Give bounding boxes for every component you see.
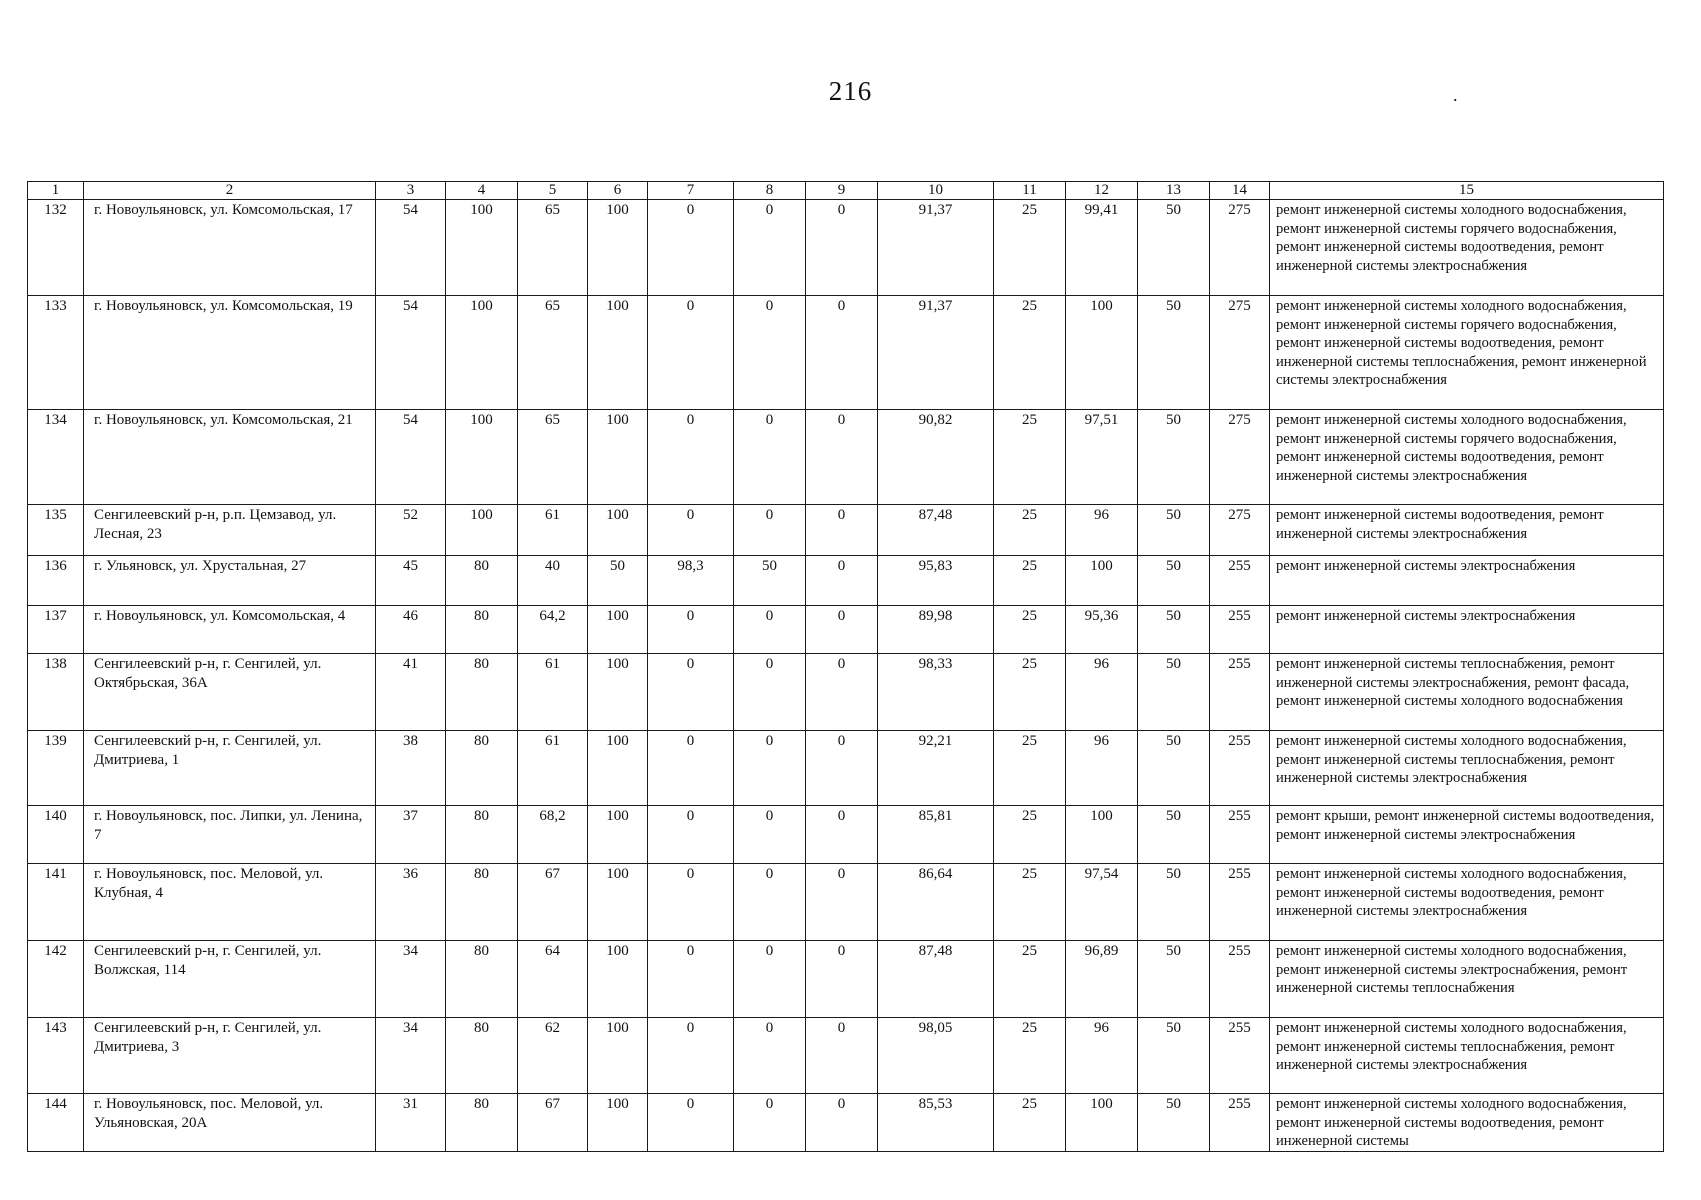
column-header-10: 10 — [878, 182, 994, 200]
cell-row-number: 133 — [28, 296, 84, 410]
cell-col-13: 50 — [1138, 200, 1210, 296]
cell-col-7: 0 — [648, 731, 734, 806]
table-row — [28, 654, 1664, 731]
cell-col-6: 100 — [588, 410, 648, 505]
cell-col-4: 80 — [446, 556, 518, 606]
cell-col-4: 100 — [446, 296, 518, 410]
cell-col-12: 99,41 — [1066, 200, 1138, 296]
cell-col-11: 25 — [994, 1094, 1066, 1152]
table-row — [28, 731, 1664, 806]
column-header-14: 14 — [1210, 182, 1270, 200]
cell-col-10: 95,83 — [878, 556, 994, 606]
page-number: 216 — [828, 76, 873, 106]
cell-col-13: 50 — [1138, 941, 1210, 1018]
column-header-1: 1 — [28, 182, 84, 200]
cell-row-number: 132 — [28, 200, 84, 296]
cell-col-5: 67 — [518, 1094, 588, 1152]
cell-col-13: 50 — [1138, 731, 1210, 806]
column-header-9: 9 — [806, 182, 878, 200]
cell-col-14: 255 — [1210, 864, 1270, 941]
cell-col-4: 80 — [446, 941, 518, 1018]
table-row — [28, 941, 1664, 1018]
table-row — [28, 505, 1664, 556]
cell-col-9: 0 — [806, 606, 878, 654]
cell-col-7: 0 — [648, 654, 734, 731]
cell-col-12: 97,51 — [1066, 410, 1138, 505]
cell-row-number: 138 — [28, 654, 84, 731]
cell-col-11: 25 — [994, 200, 1066, 296]
cell-col-7: 0 — [648, 864, 734, 941]
cell-col-7: 0 — [648, 410, 734, 505]
cell-col-8: 0 — [734, 410, 806, 505]
cell-col-11: 25 — [994, 1018, 1066, 1094]
table-row — [28, 556, 1664, 606]
cell-col-3: 46 — [376, 606, 446, 654]
table-row — [28, 806, 1664, 864]
cell-col-14: 255 — [1210, 654, 1270, 731]
cell-col-6: 100 — [588, 1094, 648, 1152]
column-header-11: 11 — [994, 182, 1066, 200]
cell-col-6: 100 — [588, 1018, 648, 1094]
cell-col-5: 65 — [518, 410, 588, 505]
column-header-7: 7 — [648, 182, 734, 200]
cell-repair-works: ремонт инженерной системы холодного водоснабжения, ремонт инженерной системы теплоснабжения, ремонт инженерной системы электроснабжения — [1270, 731, 1664, 806]
cell-col-8: 0 — [734, 606, 806, 654]
cell-col-8: 0 — [734, 1018, 806, 1094]
table-row — [28, 410, 1664, 505]
cell-col-14: 255 — [1210, 1018, 1270, 1094]
cell-address: г. Новоульяновск, пос. Меловой, ул. Ульяновская, 20А — [84, 1094, 376, 1152]
cell-col-10: 87,48 — [878, 505, 994, 556]
cell-col-8: 0 — [734, 296, 806, 410]
cell-col-6: 100 — [588, 606, 648, 654]
cell-repair-works: ремонт инженерной системы холодного водоснабжения, ремонт инженерной системы электроснабжения, ремонт инженерной системы теплоснабжения — [1270, 941, 1664, 1018]
cell-col-4: 100 — [446, 200, 518, 296]
cell-col-13: 50 — [1138, 654, 1210, 731]
table-row — [28, 296, 1664, 410]
cell-col-6: 100 — [588, 296, 648, 410]
cell-col-14: 255 — [1210, 556, 1270, 606]
cell-col-6: 100 — [588, 505, 648, 556]
cell-col-9: 0 — [806, 1018, 878, 1094]
cell-col-10: 98,05 — [878, 1018, 994, 1094]
cell-col-14: 255 — [1210, 806, 1270, 864]
cell-col-7: 0 — [648, 1018, 734, 1094]
cell-col-8: 50 — [734, 556, 806, 606]
cell-col-10: 85,53 — [878, 1094, 994, 1152]
cell-col-9: 0 — [806, 864, 878, 941]
cell-col-9: 0 — [806, 410, 878, 505]
cell-col-12: 97,54 — [1066, 864, 1138, 941]
cell-col-9: 0 — [806, 200, 878, 296]
column-header-3: 3 — [376, 182, 446, 200]
cell-col-8: 0 — [734, 941, 806, 1018]
cell-col-8: 0 — [734, 864, 806, 941]
cell-col-3: 54 — [376, 410, 446, 505]
cell-col-11: 25 — [994, 410, 1066, 505]
cell-col-12: 100 — [1066, 806, 1138, 864]
table-row — [28, 200, 1664, 296]
cell-col-5: 62 — [518, 1018, 588, 1094]
cell-col-12: 96 — [1066, 731, 1138, 806]
cell-col-5: 61 — [518, 654, 588, 731]
cell-col-5: 61 — [518, 505, 588, 556]
cell-repair-works: ремонт инженерной системы теплоснабжения, ремонт инженерной системы электроснабжения, ремонт фасада, ремонт инженерной системы холодного водоснабжения — [1270, 654, 1664, 731]
cell-col-11: 25 — [994, 296, 1066, 410]
cell-col-12: 96 — [1066, 505, 1138, 556]
cell-col-8: 0 — [734, 806, 806, 864]
table-row — [28, 864, 1664, 941]
cell-col-7: 0 — [648, 296, 734, 410]
header-row — [28, 182, 1664, 200]
cell-col-9: 0 — [806, 654, 878, 731]
cell-col-13: 50 — [1138, 410, 1210, 505]
cell-col-14: 255 — [1210, 1094, 1270, 1152]
cell-col-7: 0 — [648, 1094, 734, 1152]
registry-table — [27, 181, 1664, 1152]
cell-col-4: 100 — [446, 410, 518, 505]
table-row — [28, 1094, 1664, 1152]
cell-row-number: 139 — [28, 731, 84, 806]
cell-col-6: 100 — [588, 806, 648, 864]
cell-col-4: 100 — [446, 505, 518, 556]
cell-col-3: 45 — [376, 556, 446, 606]
cell-repair-works: ремонт инженерной системы холодного водоснабжения, ремонт инженерной системы горячего водоснабжения, ремонт инженерной системы водоотведения, ремонт инженерной системы теплоснабжения, ремонт инженерной системы электроснабжения — [1270, 296, 1664, 410]
cell-col-6: 100 — [588, 731, 648, 806]
cell-address: г. Новоульяновск, ул. Комсомольская, 19 — [84, 296, 376, 410]
cell-address: Сенгилеевский р-н, г. Сенгилей, ул. Волжская, 114 — [84, 941, 376, 1018]
cell-col-4: 80 — [446, 731, 518, 806]
cell-col-9: 0 — [806, 1094, 878, 1152]
cell-col-9: 0 — [806, 556, 878, 606]
cell-col-14: 255 — [1210, 731, 1270, 806]
cell-col-13: 50 — [1138, 1018, 1210, 1094]
column-header-15: 15 — [1270, 182, 1664, 200]
cell-col-10: 86,64 — [878, 864, 994, 941]
cell-col-6: 100 — [588, 654, 648, 731]
cell-col-8: 0 — [734, 731, 806, 806]
cell-address: Сенгилеевский р-н, р.п. Цемзавод, ул. Лесная, 23 — [84, 505, 376, 556]
cell-col-11: 25 — [994, 731, 1066, 806]
cell-col-7: 0 — [648, 806, 734, 864]
cell-address: г. Новоульяновск, пос. Меловой, ул. Клубная, 4 — [84, 864, 376, 941]
column-header-4: 4 — [446, 182, 518, 200]
cell-col-4: 80 — [446, 1094, 518, 1152]
table-row — [28, 606, 1664, 654]
cell-col-10: 91,37 — [878, 296, 994, 410]
cell-col-3: 34 — [376, 941, 446, 1018]
cell-col-9: 0 — [806, 731, 878, 806]
cell-col-13: 50 — [1138, 556, 1210, 606]
cell-address: г. Новоульяновск, ул. Комсомольская, 17 — [84, 200, 376, 296]
cell-col-14: 275 — [1210, 200, 1270, 296]
cell-col-14: 275 — [1210, 296, 1270, 410]
cell-col-9: 0 — [806, 941, 878, 1018]
cell-col-11: 25 — [994, 941, 1066, 1018]
cell-col-14: 275 — [1210, 505, 1270, 556]
cell-repair-works: ремонт инженерной системы холодного водоснабжения, ремонт инженерной системы водоотведения, ремонт инженерной системы электроснабжения — [1270, 864, 1664, 941]
cell-col-14: 255 — [1210, 606, 1270, 654]
cell-col-10: 91,37 — [878, 200, 994, 296]
cell-col-9: 0 — [806, 296, 878, 410]
cell-col-5: 67 — [518, 864, 588, 941]
cell-col-13: 50 — [1138, 606, 1210, 654]
cell-col-5: 65 — [518, 200, 588, 296]
cell-col-3: 54 — [376, 200, 446, 296]
cell-col-8: 0 — [734, 505, 806, 556]
cell-col-6: 100 — [588, 200, 648, 296]
cell-col-3: 34 — [376, 1018, 446, 1094]
cell-col-11: 25 — [994, 606, 1066, 654]
cell-row-number: 141 — [28, 864, 84, 941]
cell-col-4: 80 — [446, 1018, 518, 1094]
cell-col-11: 25 — [994, 806, 1066, 864]
cell-col-7: 0 — [648, 606, 734, 654]
cell-col-12: 96 — [1066, 1018, 1138, 1094]
cell-address: Сенгилеевский р-н, г. Сенгилей, ул. Октябрьская, 36А — [84, 654, 376, 731]
cell-repair-works: ремонт крыши, ремонт инженерной системы водоотведения, ремонт инженерной системы электроснабжения — [1270, 806, 1664, 864]
cell-col-4: 80 — [446, 606, 518, 654]
cell-address: г. Новоульяновск, ул. Комсомольская, 4 — [84, 606, 376, 654]
cell-col-10: 89,98 — [878, 606, 994, 654]
cell-row-number: 134 — [28, 410, 84, 505]
cell-col-11: 25 — [994, 864, 1066, 941]
cell-col-10: 90,82 — [878, 410, 994, 505]
cell-address: г. Ульяновск, ул. Хрустальная, 27 — [84, 556, 376, 606]
cell-col-5: 68,2 — [518, 806, 588, 864]
cell-col-8: 0 — [734, 1094, 806, 1152]
cell-col-12: 100 — [1066, 296, 1138, 410]
table-body — [28, 200, 1664, 1152]
cell-col-14: 255 — [1210, 941, 1270, 1018]
cell-col-5: 64 — [518, 941, 588, 1018]
cell-row-number: 137 — [28, 606, 84, 654]
cell-col-7: 0 — [648, 505, 734, 556]
cell-repair-works: ремонт инженерной системы водоотведения, ремонт инженерной системы электроснабжения — [1270, 505, 1664, 556]
cell-col-3: 36 — [376, 864, 446, 941]
cell-col-4: 80 — [446, 864, 518, 941]
cell-row-number: 135 — [28, 505, 84, 556]
cell-col-12: 96,89 — [1066, 941, 1138, 1018]
cell-col-9: 0 — [806, 505, 878, 556]
cell-col-3: 52 — [376, 505, 446, 556]
cell-row-number: 136 — [28, 556, 84, 606]
cell-col-12: 95,36 — [1066, 606, 1138, 654]
cell-row-number: 143 — [28, 1018, 84, 1094]
column-header-5: 5 — [518, 182, 588, 200]
cell-repair-works: ремонт инженерной системы холодного водоснабжения, ремонт инженерной системы водоотведения, ремонт инженерной системы — [1270, 1094, 1664, 1152]
cell-col-5: 40 — [518, 556, 588, 606]
stray-mark: . — [1453, 85, 1458, 105]
cell-col-6: 100 — [588, 864, 648, 941]
cell-col-6: 100 — [588, 941, 648, 1018]
cell-col-7: 98,3 — [648, 556, 734, 606]
cell-col-7: 0 — [648, 941, 734, 1018]
cell-row-number: 142 — [28, 941, 84, 1018]
cell-col-13: 50 — [1138, 1094, 1210, 1152]
cell-col-10: 87,48 — [878, 941, 994, 1018]
cell-address: г. Новоульяновск, пос. Липки, ул. Ленина, 7 — [84, 806, 376, 864]
cell-col-13: 50 — [1138, 864, 1210, 941]
cell-col-8: 0 — [734, 200, 806, 296]
cell-address: Сенгилеевский р-н, г. Сенгилей, ул. Дмитриева, 3 — [84, 1018, 376, 1094]
cell-col-13: 50 — [1138, 296, 1210, 410]
cell-address: Сенгилеевский р-н, г. Сенгилей, ул. Дмитриева, 1 — [84, 731, 376, 806]
cell-col-3: 38 — [376, 731, 446, 806]
column-header-2: 2 — [84, 182, 376, 200]
cell-row-number: 140 — [28, 806, 84, 864]
cell-col-4: 80 — [446, 806, 518, 864]
cell-col-11: 25 — [994, 654, 1066, 731]
cell-col-14: 275 — [1210, 410, 1270, 505]
cell-col-3: 31 — [376, 1094, 446, 1152]
cell-col-6: 50 — [588, 556, 648, 606]
column-header-13: 13 — [1138, 182, 1210, 200]
cell-repair-works: ремонт инженерной системы холодного водоснабжения, ремонт инженерной системы теплоснабжения, ремонт инженерной системы электроснабжения — [1270, 1018, 1664, 1094]
cell-col-10: 98,33 — [878, 654, 994, 731]
cell-col-13: 50 — [1138, 505, 1210, 556]
cell-col-11: 25 — [994, 556, 1066, 606]
cell-col-12: 96 — [1066, 654, 1138, 731]
cell-col-13: 50 — [1138, 806, 1210, 864]
cell-col-4: 80 — [446, 654, 518, 731]
cell-col-3: 54 — [376, 296, 446, 410]
cell-repair-works: ремонт инженерной системы электроснабжения — [1270, 556, 1664, 606]
cell-col-10: 92,21 — [878, 731, 994, 806]
cell-col-5: 61 — [518, 731, 588, 806]
cell-repair-works: ремонт инженерной системы холодного водоснабжения, ремонт инженерной системы горячего водоснабжения, ремонт инженерной системы водоотведения, ремонт инженерной системы электроснабжения — [1270, 410, 1664, 505]
cell-col-3: 41 — [376, 654, 446, 731]
cell-col-7: 0 — [648, 200, 734, 296]
cell-col-10: 85,81 — [878, 806, 994, 864]
column-header-8: 8 — [734, 182, 806, 200]
cell-repair-works: ремонт инженерной системы холодного водоснабжения, ремонт инженерной системы горячего водоснабжения, ремонт инженерной системы водоотведения, ремонт инженерной системы электроснабжения — [1270, 200, 1664, 296]
table-row — [28, 1018, 1664, 1094]
column-header-12: 12 — [1066, 182, 1138, 200]
cell-col-5: 64,2 — [518, 606, 588, 654]
cell-repair-works: ремонт инженерной системы электроснабжения — [1270, 606, 1664, 654]
cell-col-12: 100 — [1066, 556, 1138, 606]
cell-col-11: 25 — [994, 505, 1066, 556]
cell-col-12: 100 — [1066, 1094, 1138, 1152]
cell-col-3: 37 — [376, 806, 446, 864]
cell-row-number: 144 — [28, 1094, 84, 1152]
cell-address: г. Новоульяновск, ул. Комсомольская, 21 — [84, 410, 376, 505]
cell-col-9: 0 — [806, 806, 878, 864]
cell-col-8: 0 — [734, 654, 806, 731]
cell-col-5: 65 — [518, 296, 588, 410]
column-header-6: 6 — [588, 182, 648, 200]
